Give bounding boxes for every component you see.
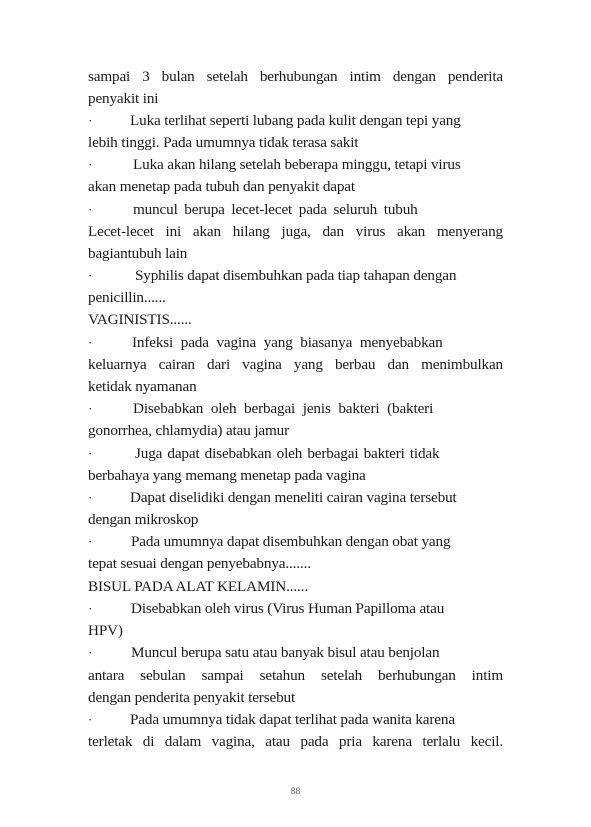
text-line: bagiantubuh lain — [88, 245, 188, 262]
page-number: 88 — [290, 787, 301, 797]
bullet-item-text: Disebabkan oleh berbagai jenis bakteri (bakteri — [133, 400, 434, 417]
text-line: berbahaya yang memang menetap pada vagina — [88, 467, 366, 484]
text-line: penicillin...... — [88, 289, 166, 306]
bullet-marker: · — [88, 202, 93, 217]
bullet-item-text: Luka akan hilang setelah beberapa minggu, tetapi virus — [133, 156, 461, 173]
bullet-marker: · — [88, 268, 93, 283]
section-heading: VAGINISTIS...... — [88, 311, 192, 328]
bullet-item-text: Muncul berupa satu atau banyak bisul atau benjolan — [131, 644, 440, 661]
text-line: HPV) — [88, 622, 123, 639]
bullet-marker: · — [88, 645, 93, 660]
bullet-marker: · — [88, 335, 93, 350]
bullet-item-text: Syphilis dapat disembuhkan pada tiap tahapan dengan — [135, 267, 457, 284]
bullet-item-text: Juga dapat disebabkan oleh berbagai bakteri tidak — [135, 445, 440, 462]
bullet-marker: · — [88, 446, 93, 461]
text-line: gonorrhea, chlamydia) atau jamur — [88, 422, 289, 439]
bullet-item-text: Luka terlihat seperti lubang pada kulit dengan tepi yang — [130, 112, 461, 129]
text-line: sampai 3 bulan setelah berhubungan intim dengan penderita — [88, 68, 503, 85]
bullet-item-text: Disebabkan oleh virus (Virus Human Papilloma atau — [131, 600, 445, 617]
bullet-marker: · — [88, 712, 93, 727]
bullet-marker: · — [88, 534, 93, 549]
bullet-item-text: Infeksi pada vagina yang biasanya menyebabkan — [132, 334, 443, 351]
bullet-item-text: Pada umumnya tidak dapat terlihat pada wanita karena — [130, 711, 455, 728]
bullet-marker: · — [88, 157, 93, 172]
bullet-marker: · — [88, 401, 93, 416]
text-line: tepat sesuai dengan penyebabnya....... — [88, 555, 311, 572]
bullet-marker: · — [88, 113, 93, 128]
bullet-item-text: Pada umumnya dapat disembuhkan dengan obat yang — [131, 533, 451, 550]
bullet-item-text: muncul berupa lecet-lecet pada seluruh tubuh — [133, 201, 418, 218]
text-line: Lecet-lecet ini akan hilang juga, dan virus akan menyerang — [88, 223, 503, 240]
bullet-item-text: Dapat diselidiki dengan meneliti cairan vagina tersebut — [130, 489, 457, 506]
text-line: antara sebulan sampai setahun setelah berhubungan intim — [88, 667, 503, 684]
text-line: lebih tinggi. Pada umumnya tidak terasa sakit — [88, 134, 359, 151]
section-heading: BISUL PADA ALAT KELAMIN...... — [88, 578, 308, 595]
text-line: keluarnya cairan dari vagina yang berbau dan menimbulkan — [88, 356, 503, 373]
text-line: dengan penderita penyakit tersebut — [88, 689, 296, 706]
text-line: ketidak nyamanan — [88, 378, 197, 395]
text-line: dengan mikroskop — [88, 511, 199, 528]
text-line: terletak di dalam vagina, atau pada pria karena terlalu kecil. — [88, 733, 503, 750]
bullet-marker: · — [88, 601, 93, 616]
bullet-marker: · — [88, 490, 93, 505]
text-line: akan menetap pada tubuh dan penyakit dapat — [88, 178, 355, 195]
text-line: penyakit ini — [88, 90, 159, 107]
